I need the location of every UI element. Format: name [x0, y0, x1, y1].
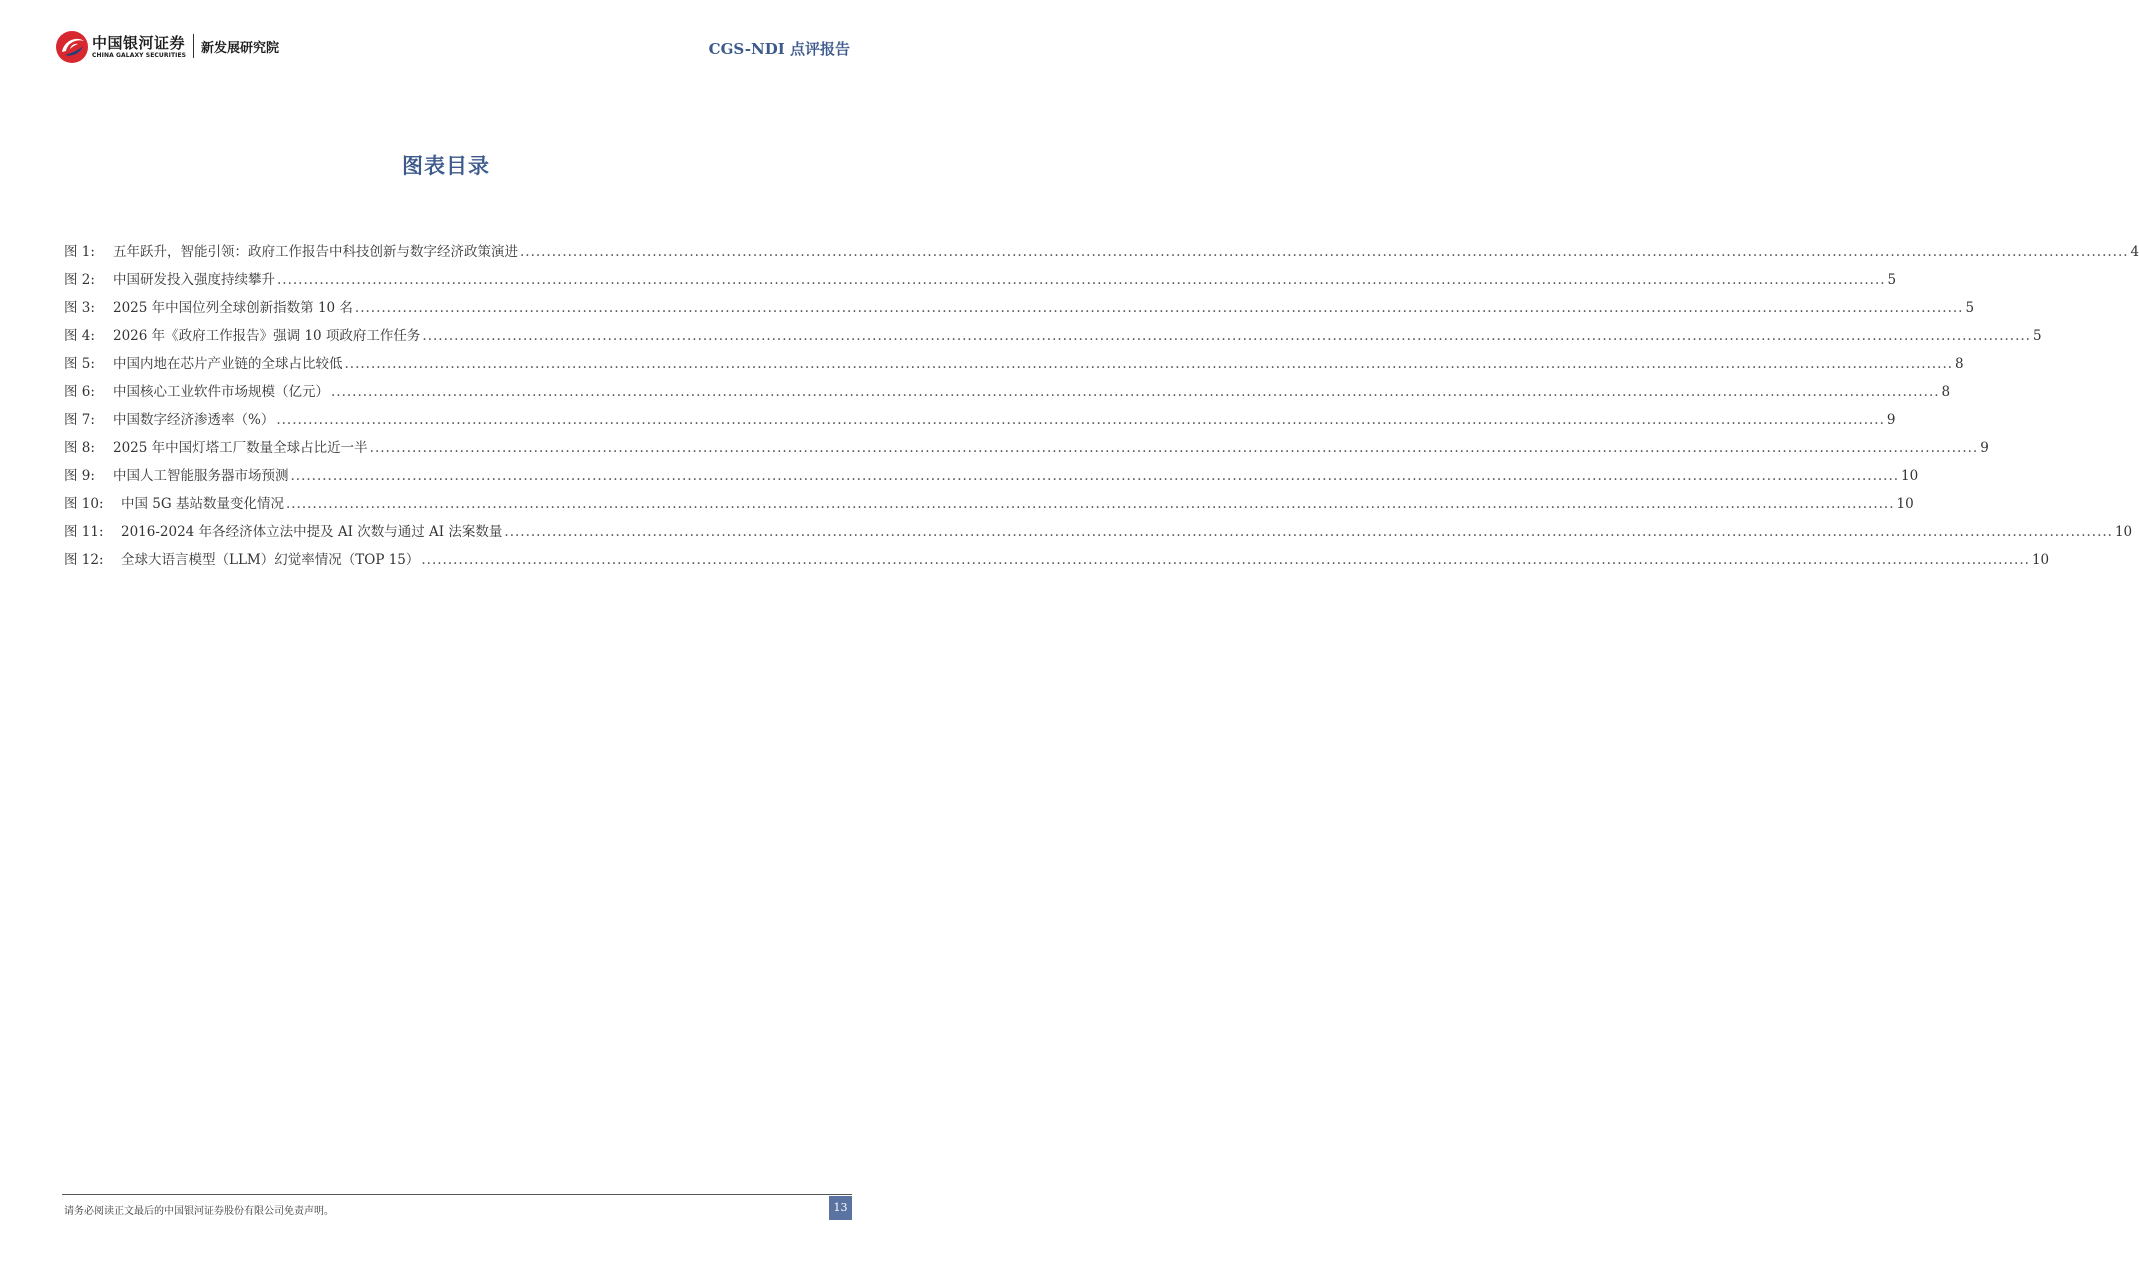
toc-page-number: 10 — [2114, 524, 2133, 540]
toc-figure-title: 2016-2024 年各经济体立法中提及 AI 次数与通过 AI 法案数量 — [121, 524, 503, 540]
toc-dot-leader — [370, 434, 1979, 462]
galaxy-logo-icon — [55, 30, 89, 64]
toc-entry[interactable] — [64, 462, 1919, 490]
toc-figure-title: 五年跃升，智能引领：政府工作报告中科技创新与数字经济政策演进 — [113, 244, 518, 260]
toc-page-number: 10 — [1896, 496, 1914, 512]
toc-entry[interactable] — [64, 434, 1989, 462]
toc-figure-label: 图 4: — [64, 328, 95, 344]
toc-page-number: 8 — [1955, 356, 1964, 372]
footer-divider — [62, 1194, 852, 1195]
toc-dot-leader — [421, 546, 2030, 574]
toc-entry[interactable] — [64, 406, 1896, 434]
toc-page-number: 5 — [2032, 328, 2042, 344]
toc-entry[interactable] — [64, 322, 2042, 350]
toc-figure-label: 图 3: — [64, 300, 95, 316]
toc-dot-leader — [355, 294, 1964, 322]
toc-page-number: 9 — [1886, 412, 1896, 428]
institute-name: 新发展研究院 — [201, 41, 280, 56]
toc-figure-label: 图 7: — [64, 412, 95, 428]
toc-entry[interactable] — [64, 518, 2133, 546]
toc-figure-label: 图 1: — [64, 244, 95, 260]
toc-dot-leader — [504, 518, 2113, 546]
toc-figure-label: 图 10: — [64, 496, 104, 512]
toc-page-number: 10 — [1901, 468, 1919, 484]
toc-figure-label: 图 12: — [64, 552, 104, 568]
logo-chinese-name: 中国银河证券 — [92, 34, 186, 52]
toc-dot-leader — [291, 462, 1900, 490]
toc-dot-leader — [520, 238, 2129, 266]
figure-list — [64, 238, 2139, 574]
toc-entry[interactable] — [64, 238, 2139, 266]
toc-figure-label: 图 6: — [64, 384, 95, 400]
toc-dot-leader — [286, 490, 1895, 518]
toc-figure-title: 中国 5G 基站数量变化情况 — [121, 496, 284, 512]
toc-figure-title: 全球大语言模型（LLM）幻觉率情况（TOP 15） — [121, 552, 420, 568]
toc-figure-title: 中国研发投入强度持续攀升 — [113, 272, 275, 288]
logo-divider — [193, 34, 194, 58]
toc-page-number: 5 — [1887, 272, 1897, 288]
toc-page-number: 4 — [2130, 244, 2139, 260]
toc-page-number: 10 — [2031, 552, 2050, 568]
logo-english-name: CHINA GALAXY SECURITIES — [92, 52, 187, 59]
page-number-badge: 13 — [829, 1196, 852, 1220]
toc-figure-label: 图 8: — [64, 440, 95, 456]
toc-dot-leader — [422, 322, 2031, 350]
toc-figure-label: 图 9: — [64, 468, 95, 484]
toc-figure-title: 2026 年《政府工作报告》强调 10 项政府工作任务 — [113, 328, 421, 344]
disclaimer-text: 请务必阅读正文最后的中国银河证券股份有限公司免责声明。 — [64, 1206, 334, 1217]
toc-entry[interactable] — [64, 546, 2050, 574]
toc-figure-label: 图 5: — [64, 356, 95, 372]
toc-entry[interactable] — [64, 490, 1914, 518]
toc-figure-label: 图 2: — [64, 272, 95, 288]
toc-page-number: 5 — [1965, 300, 1975, 316]
toc-figure-title: 中国数字经济渗透率（%） — [113, 412, 275, 428]
toc-dot-leader — [331, 378, 1940, 406]
toc-dot-leader — [277, 266, 1886, 294]
page-title: 图表目录 — [402, 153, 490, 178]
report-type-label: CGS-NDI 点评报告 — [708, 40, 850, 58]
toc-dot-leader — [276, 406, 1885, 434]
toc-figure-title: 中国核心工业软件市场规模（亿元） — [113, 384, 329, 400]
page-header — [0, 0, 892, 70]
toc-figure-label: 图 11: — [64, 524, 104, 540]
toc-figure-title: 2025 年中国灯塔工厂数量全球占比近一半 — [113, 440, 368, 456]
toc-figure-title: 中国内地在芯片产业链的全球占比较低 — [113, 356, 343, 372]
toc-page-number: 8 — [1941, 384, 1951, 400]
toc-page-number: 9 — [1980, 440, 1989, 456]
toc-figure-title: 中国人工智能服务器市场预测 — [113, 468, 289, 484]
toc-entry[interactable] — [64, 266, 1897, 294]
toc-dot-leader — [345, 350, 1954, 378]
toc-entry[interactable] — [64, 294, 1975, 322]
toc-entry[interactable] — [64, 378, 1951, 406]
toc-figure-title: 2025 年中国位列全球创新指数第 10 名 — [113, 300, 353, 316]
toc-entry[interactable] — [64, 350, 1964, 378]
